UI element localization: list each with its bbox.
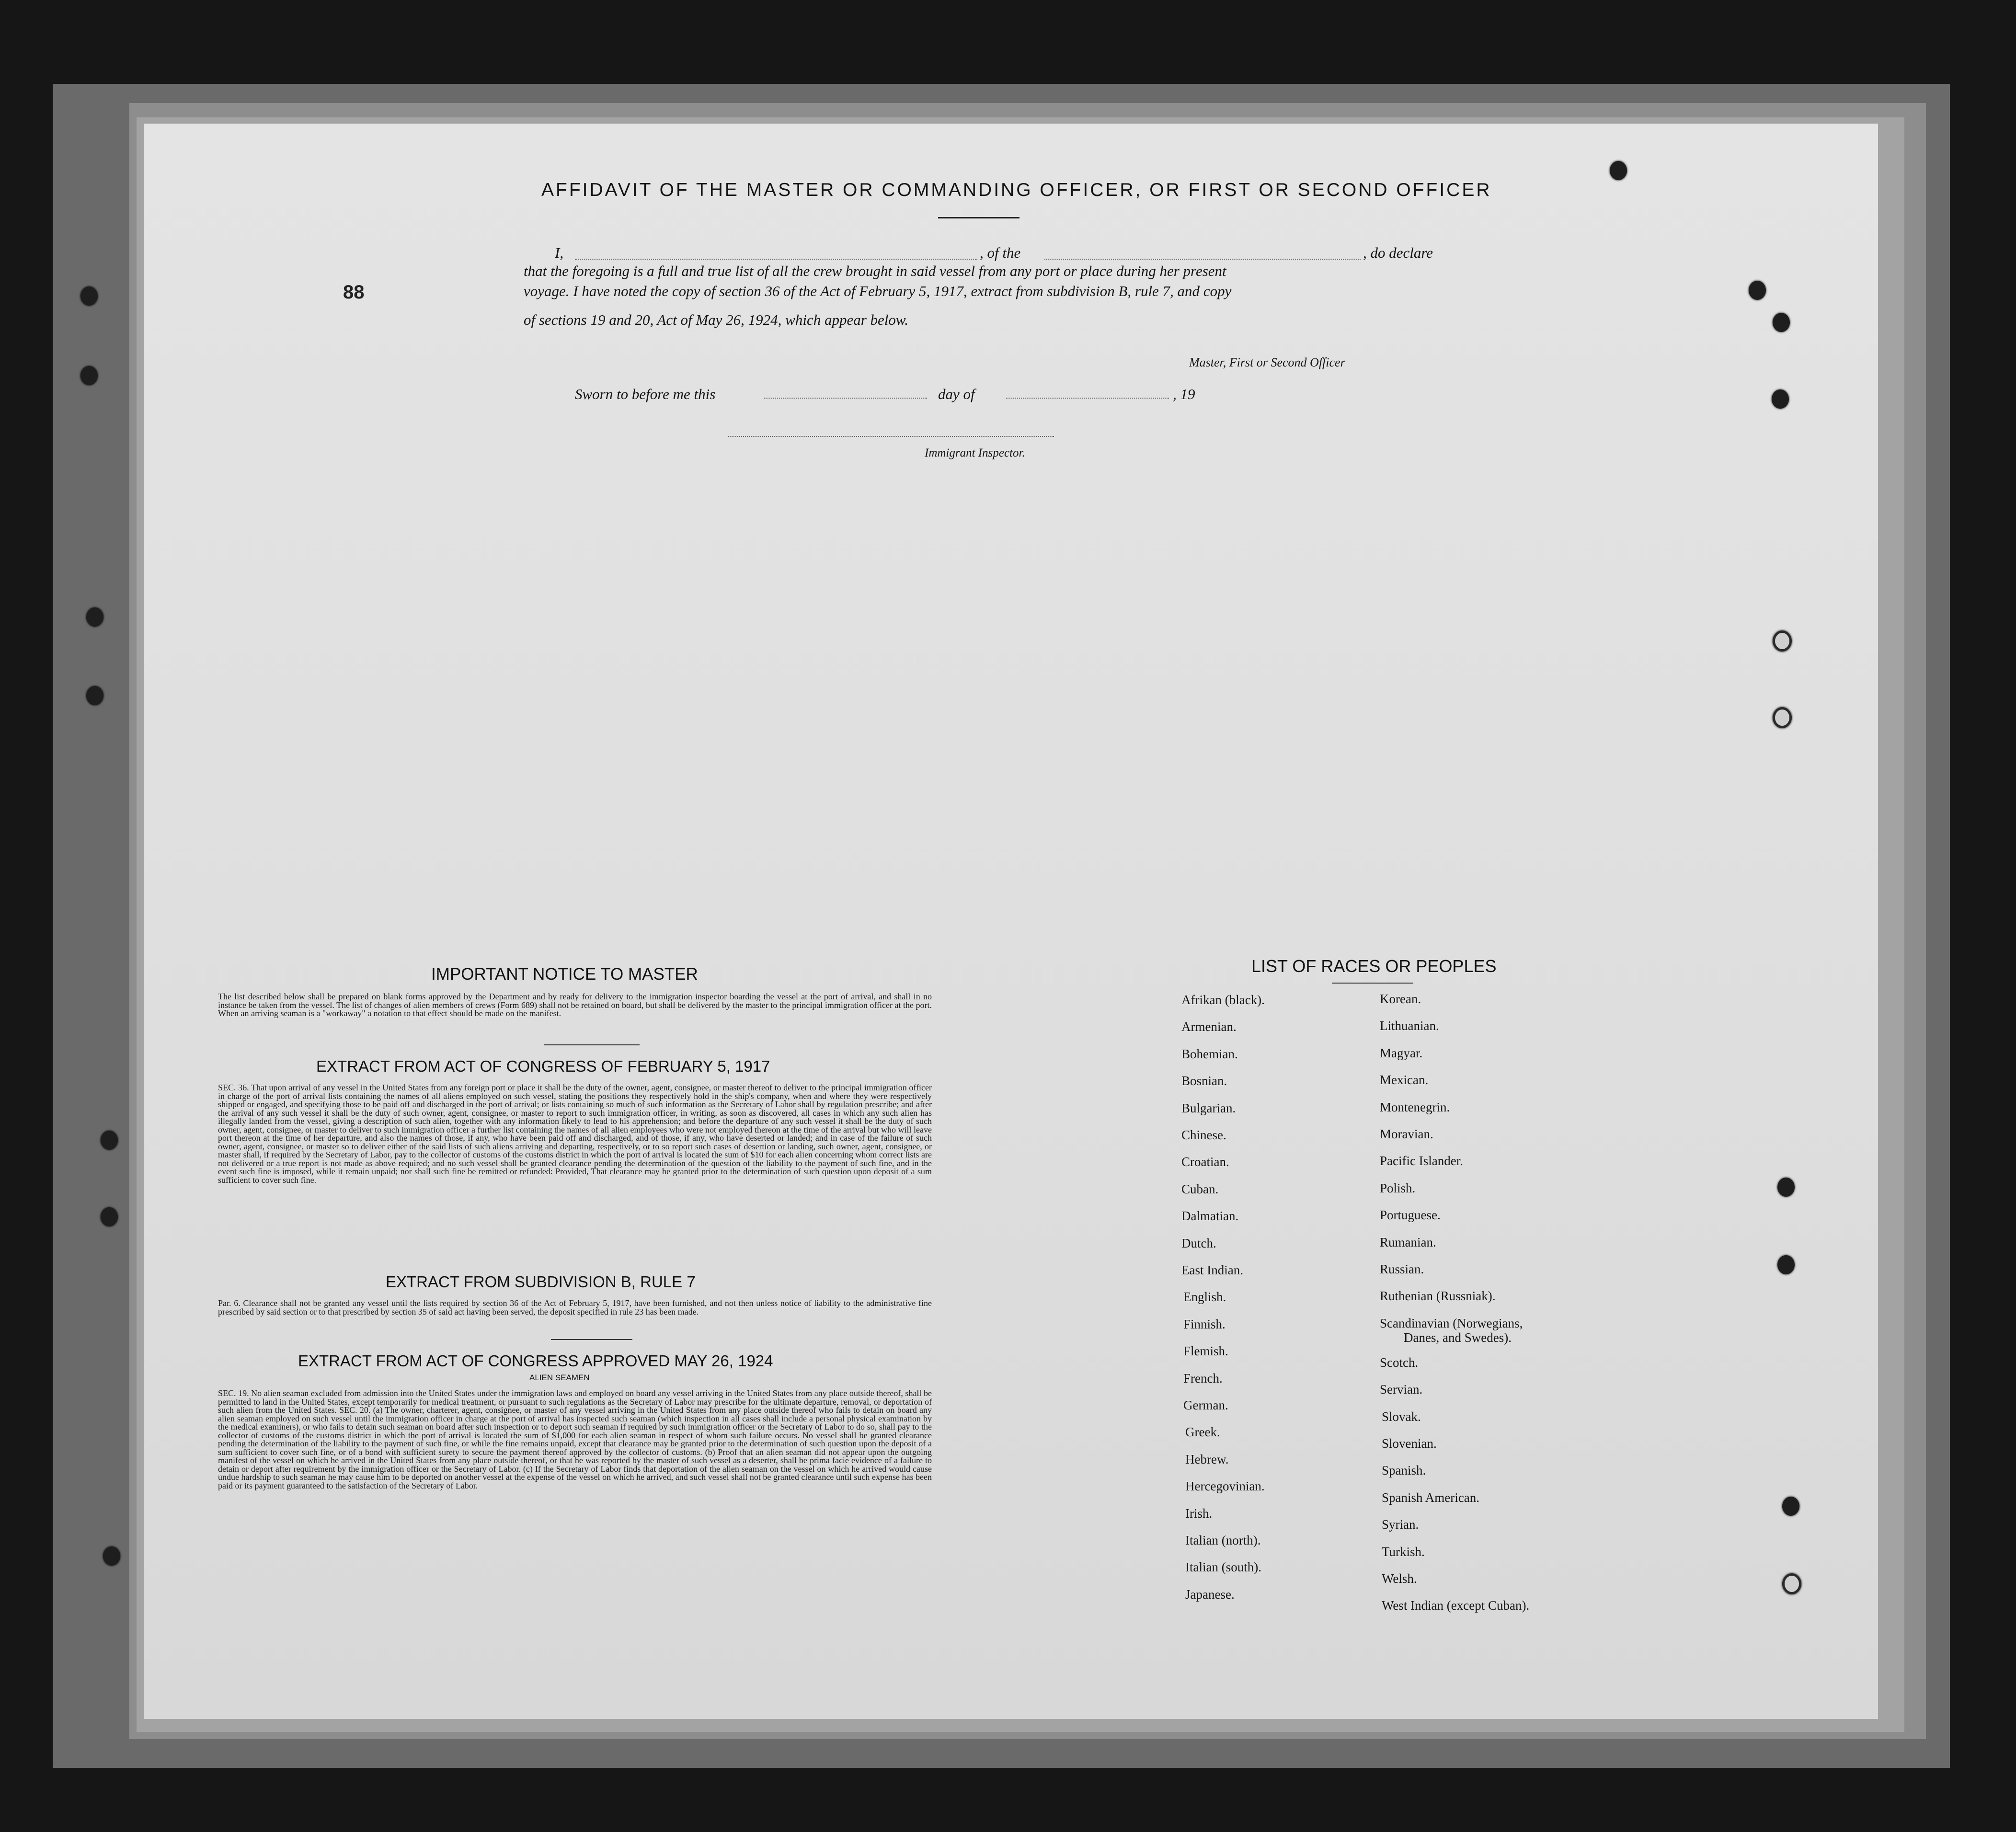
- race-left-item: Flemish.: [1183, 1344, 1228, 1359]
- race-left-item: Chinese.: [1181, 1128, 1226, 1142]
- races-title: LIST OF RACES OR PEOPLES: [1251, 956, 1497, 976]
- notice-title: IMPORTANT NOTICE TO MASTER: [431, 965, 698, 984]
- binder-hole: [1749, 281, 1766, 300]
- binder-hole: [1773, 630, 1792, 652]
- affidavit-do-declare: , do declare: [1363, 244, 1433, 261]
- race-left-item: Hercegovinian.: [1185, 1479, 1265, 1494]
- race-right-item: Spanish American.: [1382, 1490, 1479, 1505]
- race-right-item: Polish.: [1380, 1180, 1416, 1195]
- race-left-item: Cuban.: [1181, 1181, 1219, 1196]
- month-blank: [1006, 398, 1169, 399]
- affidavit-i: I,: [555, 244, 564, 261]
- race-left-item: German.: [1183, 1398, 1228, 1412]
- extract-1924-subtitle: ALIEN SEAMEN: [529, 1373, 590, 1382]
- race-right-item: Syrian.: [1382, 1517, 1419, 1532]
- race-right-item: Slovak.: [1382, 1409, 1421, 1424]
- race-right-item: Russian.: [1380, 1262, 1424, 1276]
- binder-hole: [1777, 1178, 1795, 1197]
- binder-hole: [1773, 707, 1792, 728]
- race-left-item: Hebrew.: [1185, 1452, 1229, 1466]
- name-blank: [575, 259, 977, 260]
- subdivision-b-title: EXTRACT FROM SUBDIVISION B, RULE 7: [386, 1273, 696, 1291]
- affidavit-line-3: voyage. I have noted the copy of section 36 of the Act of February 5, 1917, extract from subdivision B, rule 7, and copy: [524, 283, 1232, 299]
- race-left-item: Italian (south).: [1185, 1560, 1261, 1575]
- extract-1917-text: SEC. 36. That upon arrival of any vessel in the United States from any foreign port or place it shall be the duty of the owner, agent, consignee, or master thereof to deliver to the principal immigration officer in charge of the port of arrival lists containing the names of all aliens employed on such vessel, stating the positions they respectively hold in the ship's company, when and where they were respectively shipped or engaged, and specifying those to be paid off and discharged in the port of arrival; or lists containing so much of such information as the Secretary of Labor shall by regulation prescribe; and after the arrival of any such vessel it shall be the duty of such owner, agent, consignee, or master to report to such immigration officer, in writing, as soon as discovered, all cases in which any such alien has illegally landed from the vessel, giving a description of such alien, together with any information likely to lead to his apprehension; and before the departure of any such vessel it shall be the duty of such owner, agent, consignee, or master to deliver to such immigration officer a further list containing the names of all alien employees who were not employed thereon at the time of the arrival but who will leave port thereon at the time of her departure, and also the names of those, if any, who have been paid off and discharged, and of those, if any, who have deserted or landed; and in case of the failure of such owner, agent, consignee, or master so to deliver either of the said lists of such aliens arriving and departing, respectively, or to so report such cases of desertion or landing, such owner, agent, consignee, or master shall, if required by the Secretary of Labor, pay to the collector of customs of the customs district in which the port of arrival is located the sum of $10 for each alien concerning whom correct lists are not delivered or a true report is not made as above required; and no such vessel shall be granted clearance pending the determination of the question of the liability to the payment of such fine, and in the event such fine is imposed, while it remain unpaid; nor shall such fine be remitted or refunded: Provided, That clearance may be granted prior to the determination of such question upon deposit of a sum sufficient to cover such fine.: [218, 1083, 932, 1185]
- affidavit-of-the: , of the: [980, 244, 1021, 261]
- vessel-blank: [1044, 259, 1361, 260]
- binder-hole: [1782, 1497, 1799, 1516]
- signer-label: Master, First or Second Officer: [1189, 355, 1345, 369]
- race-right-item: Korean.: [1380, 992, 1421, 1006]
- race-right-item: Servian.: [1380, 1382, 1423, 1397]
- binder-hole: [1777, 1255, 1795, 1274]
- inspector-signature-line: [728, 436, 1054, 437]
- binder-hole: [1782, 1573, 1801, 1594]
- race-left-item: Japanese.: [1185, 1587, 1235, 1602]
- race-right-item: Magyar.: [1380, 1045, 1423, 1060]
- extract-1924-title: EXTRACT FROM ACT OF CONGRESS APPROVED MAY 26, 1924: [298, 1352, 773, 1370]
- page-title: AFFIDAVIT OF THE MASTER OR COMMANDING OFFICER, OR FIRST OR SECOND OFFICER: [541, 180, 1492, 200]
- subdivision-b-text: Par. 6. Clearance shall not be granted any vessel until the lists required by section 36 of the Act of February 5, 1917, have been furnished, and not then unless notice of liability to the administrative fine prescribed by said section or to that prescribed by section 35 of said act having been served, the deposit specified in rule 23 has been made.: [218, 1298, 932, 1317]
- binder-hole: [1773, 313, 1790, 332]
- extract-1924-text: SEC. 19. No alien seaman excluded from admission into the United States under the immigration laws and employed on board any vessel arriving in the United States from any place outside thereof, shall be permitted to land in the United States, except temporarily for medical treatment, or pursuant to such regulations as the Secretary of Labor may prescribe for the ultimate departure, removal, or deportation of such alien from the United States. SEC. 20. (a) The owner, charterer, agent, consignee, or master of any vessel arriving in the United States from any place outside thereof who fails to detain on board any alien seaman employed on such vessel until the immigration officer in charge at the port of arrival has inspected such seaman (which inspection in all cases shall include a personal physical examination by the medical examiners), or who fails to detain such seaman on board after such inspection or to deport such seaman if required by such immigration officer or the Secretary of Labor to do so, shall pay to the collector of customs of the customs district in which the port of arrival is located the sum of $1,000 for each alien seaman in respect of whom such failure occurs. No vessel shall be granted clearance pending the determination of the liability to the payment of such fine, or while the fine remains unpaid, except that clearance may be granted prior to the determination of such question upon the deposit of a sum sufficient to cover such fine, or of a bond with sufficient surety to secure the payment thereof approved by the collector of customs. (b) Proof that an alien seaman did not appear upon the outgoing manifest of the vessel on which he arrived in the United States from any place outside thereof, or that he was reported by the master of such vessel as a deserter, shall be prima facie evidence of a failure to detain or deport after requirement by the immigration officer or the Secretary of Labor. (c) If the Secretary of Labor finds that deportation of the alien seaman on the vessel on which he arrived would cause undue hardship to such seaman he may cause him to be deported on another vessel at the expense of the vessel on which he arrived, and such vessel shall not be granted clearance until such expense has been paid or its payment guaranteed to the satisfaction of the Secretary of Labor.: [218, 1388, 932, 1490]
- race-right-item: Pacific Islander.: [1380, 1154, 1463, 1168]
- race-left-item: French.: [1183, 1371, 1223, 1385]
- race-right-item: West Indian (except Cuban).: [1382, 1598, 1530, 1613]
- race-right-item: Lithuanian.: [1380, 1019, 1439, 1033]
- race-right-item: Ruthenian (Russniak).: [1380, 1289, 1496, 1304]
- race-right-item: Slovenian.: [1382, 1436, 1437, 1451]
- race-right-item: Mexican.: [1380, 1073, 1429, 1088]
- race-left-item: Bosnian.: [1181, 1074, 1227, 1088]
- binder-hole: [80, 286, 98, 306]
- sworn-text: Sworn to before me this: [575, 386, 716, 402]
- race-right-item: Welsh.: [1382, 1571, 1417, 1586]
- race-right-item: Moravian.: [1380, 1127, 1433, 1141]
- race-left-item: Croatian.: [1181, 1155, 1229, 1169]
- section-rule: [1332, 983, 1413, 984]
- day-of-text: day of: [938, 386, 975, 402]
- binder-hole: [1772, 389, 1789, 409]
- section-rule: [551, 1339, 632, 1340]
- race-left-item: Greek.: [1185, 1425, 1220, 1440]
- race-left-item: Bulgarian.: [1181, 1100, 1236, 1115]
- race-left-item: Irish.: [1185, 1506, 1213, 1521]
- race-left-item: English.: [1183, 1290, 1226, 1305]
- race-right-item: Portuguese.: [1380, 1208, 1441, 1223]
- affidavit-line-4: of sections 19 and 20, Act of May 26, 1924, which appear below.: [524, 311, 909, 328]
- margin-number: 88: [343, 282, 365, 303]
- race-left-item: Afrikan (black).: [1181, 993, 1265, 1007]
- binder-hole: [80, 366, 98, 385]
- race-right-item: Scandinavian (Norwegians,: [1380, 1316, 1523, 1330]
- binder-hole: [86, 686, 103, 705]
- race-right-item: Turkish.: [1382, 1544, 1425, 1559]
- race-left-item: Dutch.: [1181, 1236, 1216, 1250]
- race-right-item: Rumanian.: [1380, 1235, 1436, 1249]
- race-right-item: Montenegrin.: [1380, 1099, 1450, 1114]
- binder-hole: [101, 1131, 118, 1150]
- binder-hole: [103, 1546, 120, 1566]
- affidavit-line-2: that the foregoing is a full and true list of all the crew brought in said vessel from any port or place during her present: [524, 263, 1226, 279]
- race-left-item: Bohemian.: [1181, 1046, 1238, 1061]
- race-left-item: East Indian.: [1181, 1263, 1243, 1277]
- title-rule: [938, 217, 1019, 218]
- race-right-item: Danes, and Swedes).: [1404, 1330, 1512, 1345]
- extract-1917-title: EXTRACT FROM ACT OF CONGRESS OF FEBRUARY 5, 1917: [316, 1057, 770, 1075]
- race-left-item: Dalmatian.: [1181, 1209, 1239, 1224]
- race-left-item: Finnish.: [1183, 1317, 1226, 1331]
- race-right-item: Scotch.: [1380, 1355, 1419, 1370]
- day-blank: [764, 398, 927, 399]
- race-left-item: Armenian.: [1181, 1019, 1237, 1034]
- race-left-item: Italian (north).: [1185, 1533, 1261, 1547]
- binder-hole: [86, 607, 103, 627]
- race-right-item: Spanish.: [1382, 1463, 1426, 1478]
- binder-hole: [1610, 161, 1627, 180]
- binder-hole: [101, 1207, 118, 1226]
- year-text: , 19: [1173, 386, 1195, 402]
- inspector-label: Immigrant Inspector.: [925, 447, 1025, 459]
- notice-text: The list described below shall be prepared on blank forms approved by the Department and by ready for delivery to the immigration inspector boarding the vessel at the port of arrival, and shall in no instance be taken from the vessel. The list of changes of alien members of crews (Form 689) shall not be retained on board, but shall be delivered by the master to the principal immigration officer at the port. When an arriving seaman is a "workaway" a notation to that effect should be made on the manifest.: [218, 992, 932, 1018]
- section-rule: [544, 1044, 640, 1045]
